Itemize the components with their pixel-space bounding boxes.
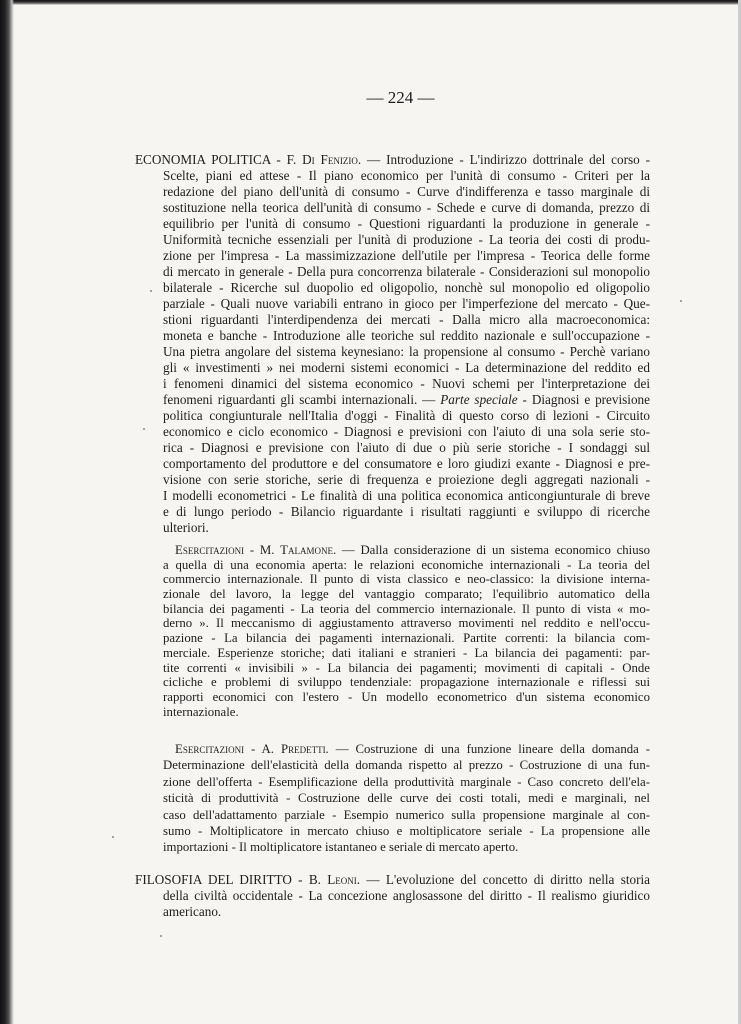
text-segment: - M. — [244, 543, 281, 557]
scan-speck — [680, 300, 682, 302]
text-segment: fenomeni riguardanti gli scambi internazionali. — — [163, 392, 441, 407]
text-line: Determinazione dell'elasticità della domanda rispetto al prezzo - Costruzione di una fun- — [163, 758, 650, 773]
text-line: ulteriori. — [163, 520, 209, 535]
text-segment: — Dalla considerazione di un sistema economico chiuso — [336, 543, 650, 557]
text-line: I modelli econometrici - Le finalità di una politica economica anticongiunturale di breve — [163, 488, 650, 503]
text-line: visione con serie storiche, serie di frequenza e proiezione degli aggregati nazionali - — [163, 472, 650, 487]
text-line: della civiltà occidentale - La concezione anglosassone del diritto - Il realismo giuridico — [163, 888, 650, 903]
text-line: tite correnti « invisibili » - La bilancia dei pagamenti; movimenti di capitali - Onde — [163, 660, 650, 675]
text-line: economico e ciclo economico - Diagnosi e previsioni con l'aiuto di una sola serie sto- — [163, 424, 650, 439]
text-line: Uniformità tecniche essenziali per l'unità di produzione - La teoria dei costi di produ- — [163, 232, 650, 247]
text-line: sumo - Moltiplicatore in mercato chiuso e moltiplicatore seriale - La propensione alle — [163, 823, 650, 838]
text-line: bilaterale - Ricerche sul duopolio ed oligopolio, nonchè sul monopolio ed oligopolio — [163, 280, 650, 295]
heading-line — [175, 543, 650, 558]
text-line: pazione - La bilancia dei pagamenti internazionali. Partite correnti: la bilancia com- — [163, 631, 650, 646]
text-line: cicliche e problemi di sviluppo tendenziale: propagazione internazionale e riflessi sui — [163, 675, 650, 690]
paragraph-economia-politica — [135, 152, 650, 536]
scan-speck — [112, 836, 114, 838]
scan-top-edge — [0, 0, 741, 5]
text-line: e di lungo periodo - Bilancio riguardante i risultati raggiunti e sviluppo di ricerche — [163, 504, 650, 519]
text-line: rapporti economici con l'estero - Un modello econometrico d'un sistema economico — [163, 689, 650, 704]
text-segment: - A. — [244, 742, 281, 756]
text-line: internazionale. — [163, 704, 239, 719]
paragraph-esercitazioni-talamone — [135, 543, 650, 719]
scan-left-edge — [0, 0, 14, 1024]
author-name: Leoni. — [327, 872, 361, 887]
author-name: Predetti. — [280, 742, 329, 756]
text-segment: FILOSOFIA DEL DIRITTO - B. — [135, 872, 328, 887]
text-line: stioni riguardanti l'interdipendenza dei mercati - Dalla micro alla macroeconomica: — [163, 312, 650, 327]
text-line: redazione del piano dell'unità di consumo - Curve d'indifferenza e tasso marginale di — [163, 184, 650, 199]
text-line: sostituzione nella teorica dell'unità di consumo - Schede e curve di domanda, prezzo di — [163, 200, 650, 215]
heading-line — [135, 152, 650, 168]
italic-text: Parte speciale — [440, 392, 518, 407]
text-line: gli « investimenti » nei moderni sistemi economici - La determinazione del reddito ed — [163, 360, 650, 375]
text-line: importazioni - Il moltiplicatore istantaneo e seriale di mercato aperto. — [163, 840, 519, 855]
text-line: zione per l'impresa - La massimizzazione dell'utile per l'impresa - Teorica delle forme — [163, 248, 650, 263]
text-line — [163, 392, 650, 408]
author-name: Talamone. — [280, 543, 337, 557]
text-line: derno ». Il meccanismo di aggiustamento attraverso movimenti nel reddito e nell'occu- — [163, 616, 650, 631]
text-line: caso dell'adattamento parziale - Esempio numerico sulla propensione marginale al con- — [163, 807, 650, 822]
page-number: — 224 — — [366, 88, 435, 107]
scan-speck — [143, 428, 145, 430]
text-line: commercio internazionale. Il punto di vista classico e neo-classico: la divisione interna- — [163, 572, 650, 587]
text-segment: — Introduzione - L'indirizzo dottrinale del corso - — [361, 152, 650, 167]
text-line: Una pietra angolare del sistema keynesiano: la propensione al consumo - Perchè variano — [163, 344, 650, 359]
text-line: rica - Diagnosi e previsione con l'aiuto di due o più serie storiche - I sondaggi sul — [163, 440, 650, 455]
heading-line — [135, 872, 650, 888]
text-line: moneta e banche - Introduzione alle teoriche sul reddito nazionale e sull'occupazione - — [163, 328, 650, 343]
paragraph-esercitazioni-predetti — [135, 741, 650, 856]
text-line: parziale - Quali nuove variabili entrano in gioco per l'imperfezione del mercato - Que- — [163, 296, 650, 311]
text-segment: — Costruzione di una funzione lineare della domanda - — [328, 742, 650, 756]
text-line: zionale del lavoro, la legge del vantaggio comparato; l'equilibrio automatico della — [163, 587, 650, 602]
text-line: Scelte, piani ed attese - Il piano economico per l'unità di consumo - Criteri per la — [163, 168, 650, 183]
text-line: merciale. Esperienze storiche; dati italiani e stranieri - La bilancia dei pagamenti: par- — [163, 645, 650, 660]
text-line: comportamento del produttore e del consumatore e loro giudizi exante - Diagnosi e pre- — [163, 456, 650, 471]
text-line: di mercato in generale - Della pura concorrenza bilaterale - Considerazioni sul monopolio — [163, 264, 650, 279]
heading-line — [175, 741, 650, 757]
text-line: equilibrio per l'unità di consumo - Questioni riguardanti la produzione in generale - — [163, 216, 650, 231]
text-line: a quella di una economia aperta: le relazioni economiche internazionali - La teoria del — [163, 557, 650, 572]
author-name: Esercitazioni — [175, 742, 245, 756]
text-segment: — L'evoluzione del concetto di diritto nella storia — [360, 872, 650, 887]
scan-speck — [160, 935, 162, 937]
text-line: politica congiunturale nell'Italia d'oggi - Finalità di questo corso di lezioni - Circuito — [163, 408, 650, 423]
text-segment: - Diagnosi e previsione — [517, 392, 650, 407]
text-line: bilancia dei pagamenti - La teoria del commercio internazionale. Il punto di vista « mo- — [163, 601, 650, 616]
text-line: zione dell'offerta - Esemplificazione della produttività marginale - Caso concreto dell'ela- — [163, 774, 650, 789]
paragraph-filosofia-del-diritto — [135, 872, 650, 920]
text-line: i fenomeni dinamici del sistema economico - Nuovi schemi per l'interpretazione dei — [163, 376, 650, 391]
text-line: sticità di produttività - Costruzione delle curve dei costi totali, medi e marginali, nel — [163, 791, 650, 806]
text-line: americano. — [163, 904, 222, 919]
author-name: Di Fenizio. — [302, 152, 362, 167]
text-segment: ECONOMIA POLITICA - F. — [135, 152, 303, 167]
author-name: Esercitazioni — [175, 543, 245, 557]
scan-speck — [150, 290, 152, 292]
